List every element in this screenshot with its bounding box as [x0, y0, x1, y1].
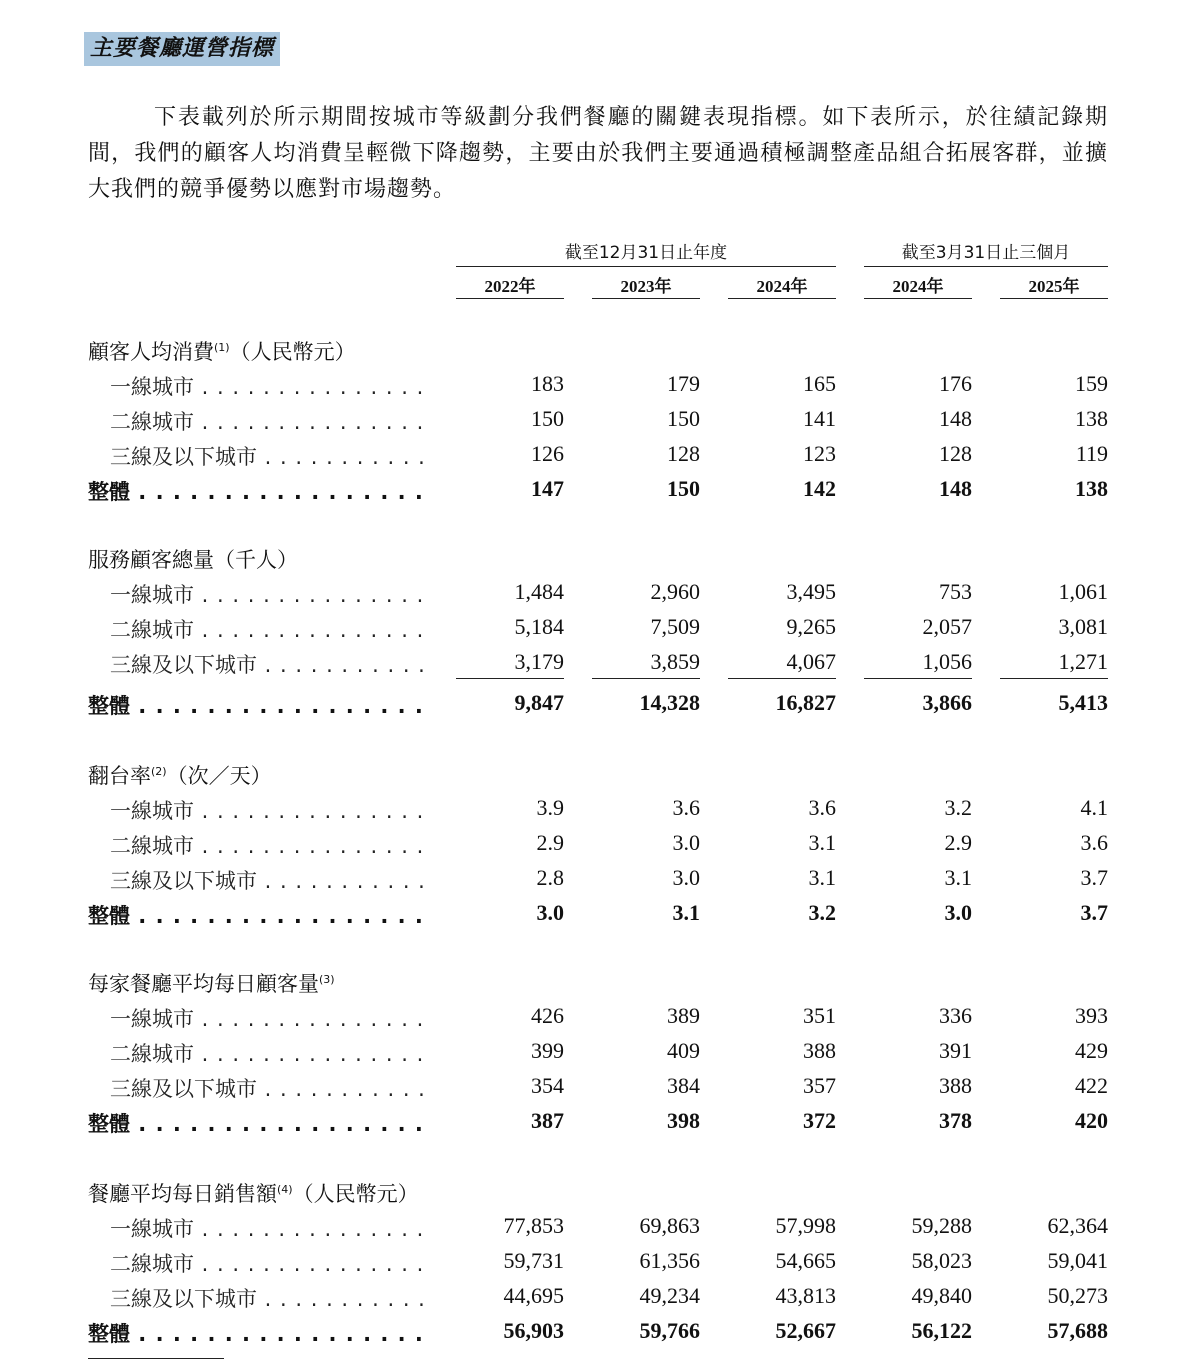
row-label: 一線城市 . . .	[110, 1003, 428, 1033]
total-cell: 147	[531, 476, 564, 501]
table-cell: 176	[939, 371, 972, 396]
table-cell: 57,998	[775, 1213, 836, 1238]
table-cell: 50,273	[1047, 1283, 1108, 1308]
table-cell: 1,271	[1058, 649, 1108, 674]
table-cell: 58,023	[911, 1248, 972, 1273]
row-label: 三線及以下城市 . . .	[110, 1283, 428, 1313]
table-cell: 7,509	[650, 614, 700, 639]
total-cell: 420	[1075, 1108, 1108, 1133]
total-row-label: 整體 . . .	[88, 1318, 428, 1348]
total-cell: 398	[667, 1108, 700, 1133]
table-cell: 3.1	[944, 865, 972, 890]
table-cell: 150	[531, 406, 564, 431]
group-header-rule	[864, 266, 1108, 267]
section-title	[88, 1178, 419, 1208]
total-cell: 16,827	[775, 690, 836, 715]
table-cell: 391	[939, 1038, 972, 1063]
table-cell: 3.2	[944, 795, 972, 820]
table-cell: 3,859	[650, 649, 700, 674]
table-cell: 409	[667, 1038, 700, 1063]
section-title	[88, 760, 272, 790]
table-cell: 3.1	[808, 865, 836, 890]
group-header-quarter: 截至3月31日止三個月	[901, 243, 1071, 263]
footnote-marker: (1)	[214, 341, 230, 354]
row-label: 二線城市 . . .	[110, 1248, 428, 1278]
section-unit: （次／天）	[166, 764, 272, 788]
year-header-rule	[1000, 298, 1108, 299]
table-cell: 1,056	[922, 649, 972, 674]
subtotal-rule	[728, 678, 836, 679]
table-cell: 150	[667, 406, 700, 431]
table-cell: 3,081	[1058, 614, 1108, 639]
row-label: 二線城市 . . .	[110, 614, 428, 644]
table-cell: 336	[939, 1003, 972, 1028]
year-header-rule	[592, 298, 700, 299]
total-cell: 3.0	[944, 900, 972, 925]
table-cell: 148	[939, 406, 972, 431]
subtotal-rule	[456, 678, 564, 679]
table-cell: 3.6	[1080, 830, 1108, 855]
table-cell: 49,234	[639, 1283, 700, 1308]
table-cell: 59,731	[503, 1248, 564, 1273]
subtotal-rule	[864, 678, 972, 679]
total-cell: 14,328	[639, 690, 700, 715]
row-label: 三線及以下城市 . . .	[110, 649, 428, 679]
year-header: 2025年	[1028, 277, 1080, 296]
year-header: 2024年	[892, 277, 944, 296]
total-cell: 150	[667, 476, 700, 501]
total-cell: 387	[531, 1108, 564, 1133]
table-cell: 388	[939, 1073, 972, 1098]
section-title	[88, 968, 335, 998]
table-cell: 126	[531, 441, 564, 466]
footnote-marker: (2)	[151, 765, 167, 778]
total-cell: 148	[939, 476, 972, 501]
table-cell: 123	[803, 441, 836, 466]
row-label: 二線城市 . . .	[110, 1038, 428, 1068]
subtotal-rule	[1000, 678, 1108, 679]
footnote-marker: (3)	[319, 973, 335, 986]
table-cell: 77,853	[503, 1213, 564, 1238]
row-label: 一線城市 . . .	[110, 1213, 428, 1243]
table-cell: 357	[803, 1073, 836, 1098]
table-cell: 61,356	[639, 1248, 700, 1273]
total-row-label: 整體 . . .	[88, 1108, 428, 1138]
table-cell: 753	[939, 579, 972, 604]
table-cell: 2,960	[650, 579, 700, 604]
total-cell: 142	[803, 476, 836, 501]
table-cell: 9,265	[786, 614, 836, 639]
table-cell: 49,840	[911, 1283, 972, 1308]
table-cell: 3.9	[536, 795, 564, 820]
total-cell: 56,903	[503, 1318, 564, 1343]
table-cell: 59,041	[1047, 1248, 1108, 1273]
year-header: 2024年	[756, 277, 808, 296]
section-title-text: 顧客人均消費	[88, 340, 214, 364]
footnote-marker: (4)	[277, 1183, 293, 1196]
table-cell: 2,057	[922, 614, 972, 639]
table-cell: 399	[531, 1038, 564, 1063]
table-cell: 1,061	[1058, 579, 1108, 604]
table-cell: 388	[803, 1038, 836, 1063]
year-header-rule	[864, 298, 972, 299]
total-cell: 3.1	[672, 900, 700, 925]
table-cell: 3,495	[786, 579, 836, 604]
total-cell: 372	[803, 1108, 836, 1133]
row-label: 二線城市 . . .	[110, 830, 428, 860]
table-cell: 69,863	[639, 1213, 700, 1238]
table-cell: 354	[531, 1073, 564, 1098]
table-cell: 3.6	[672, 795, 700, 820]
total-cell: 5,413	[1058, 690, 1108, 715]
table-cell: 128	[667, 441, 700, 466]
row-label: 二線城市 . . .	[110, 406, 428, 436]
year-header-rule	[456, 298, 564, 299]
table-cell: 389	[667, 1003, 700, 1028]
table-cell: 2.9	[944, 830, 972, 855]
row-label: 三線及以下城市 . . .	[110, 1073, 428, 1103]
section-title-text: 翻台率	[88, 764, 151, 788]
total-cell: 56,122	[911, 1318, 972, 1343]
total-cell: 3.0	[536, 900, 564, 925]
section-title-text: 餐廳平均每日銷售額	[88, 1182, 277, 1206]
table-cell: 3.7	[1080, 865, 1108, 890]
table-cell: 2.8	[536, 865, 564, 890]
section-unit: （人民幣元）	[229, 340, 356, 364]
table-cell: 54,665	[775, 1248, 836, 1273]
table-cell: 393	[1075, 1003, 1108, 1028]
table-cell: 59,288	[911, 1213, 972, 1238]
intro-paragraph: 下表載列於所示期間按城市等級劃分我們餐廳的關鍵表現指標。如下表所示，於往績記錄期間，我們的顧客人均消費呈輕微下降趨勢，主要由於我們主要通過積極調整產品組合拓展客群，並擴大我們的競爭優勢以應對市場趨勢。	[88, 105, 1108, 202]
section-heading: 主要餐廳運營指標	[84, 32, 280, 66]
table-cell: 3.6	[808, 795, 836, 820]
total-cell: 138	[1075, 476, 1108, 501]
table-cell: 179	[667, 371, 700, 396]
table-cell: 4,067	[786, 649, 836, 674]
section-title	[88, 544, 298, 574]
year-header-rule	[728, 298, 836, 299]
section-unit: （千人）	[214, 548, 298, 572]
total-row-label: 整體 . . .	[88, 690, 428, 720]
table-cell: 2.9	[536, 830, 564, 855]
total-cell: 3.2	[808, 900, 836, 925]
table-cell: 429	[1075, 1038, 1108, 1063]
row-label: 一線城市 . . .	[110, 579, 428, 609]
section-title-text: 每家餐廳平均每日顧客量	[88, 972, 319, 996]
table-cell: 1,484	[514, 579, 564, 604]
table-cell: 119	[1075, 441, 1108, 466]
table-cell: 3.0	[672, 865, 700, 890]
table-cell: 138	[1075, 406, 1108, 431]
table-cell: 183	[531, 371, 564, 396]
table-cell: 3.1	[808, 830, 836, 855]
table-cell: 62,364	[1047, 1213, 1108, 1238]
table-cell: 141	[803, 406, 836, 431]
table-cell: 422	[1075, 1073, 1108, 1098]
total-cell: 9,847	[514, 690, 564, 715]
subtotal-rule	[592, 678, 700, 679]
table-cell: 43,813	[775, 1283, 836, 1308]
section-title-text: 服務顧客總量	[88, 548, 214, 572]
section-title	[88, 336, 356, 366]
section-unit: （人民幣元）	[292, 1182, 419, 1206]
total-cell: 3,866	[922, 690, 972, 715]
row-label: 一線城市 . . .	[110, 371, 428, 401]
group-header-annual: 截至12月31日止年度	[564, 243, 728, 263]
total-row-label: 整體 . . .	[88, 476, 428, 506]
table-cell: 351	[803, 1003, 836, 1028]
total-row-label: 整體 . . .	[88, 900, 428, 930]
total-cell: 378	[939, 1108, 972, 1133]
total-cell: 3.7	[1080, 900, 1108, 925]
total-cell: 59,766	[639, 1318, 700, 1343]
table-cell: 3.0	[672, 830, 700, 855]
table-cell: 128	[939, 441, 972, 466]
row-label: 一線城市 . . .	[110, 795, 428, 825]
year-header: 2022年	[484, 277, 536, 296]
group-header-rule	[456, 266, 836, 267]
table-cell: 44,695	[503, 1283, 564, 1308]
table-cell: 4.1	[1080, 795, 1108, 820]
table-cell: 384	[667, 1073, 700, 1098]
table-cell: 426	[531, 1003, 564, 1028]
total-cell: 52,667	[775, 1318, 836, 1343]
table-cell: 5,184	[514, 614, 564, 639]
table-cell: 165	[803, 371, 836, 396]
total-cell: 57,688	[1047, 1318, 1108, 1343]
table-cell: 3,179	[514, 649, 564, 674]
footnote-rule	[88, 1358, 224, 1359]
table-cell: 159	[1075, 371, 1108, 396]
row-label: 三線及以下城市 . . .	[110, 865, 428, 895]
year-header: 2023年	[620, 277, 672, 296]
row-label: 三線及以下城市 . . .	[110, 441, 428, 471]
